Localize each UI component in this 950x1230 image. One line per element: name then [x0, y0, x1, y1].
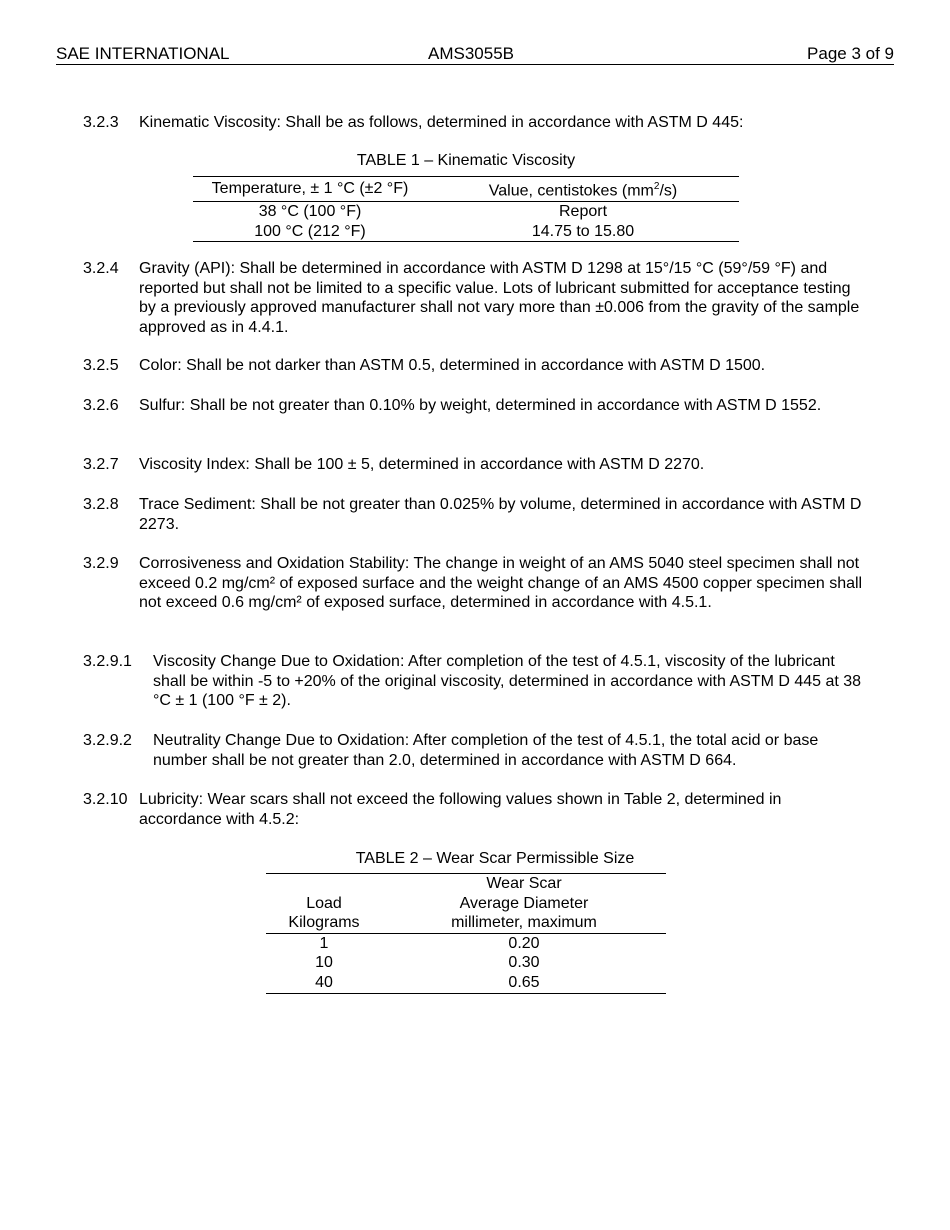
paragraph-3-2-10	[83, 790, 863, 829]
table-2-header-millimeter: millimeter, maximum	[382, 913, 666, 933]
table-cell-scar: 0.20	[508, 934, 540, 952]
table-row	[266, 933, 666, 953]
header-page-number: Page 3 of 9	[807, 44, 894, 63]
table-cell-load: 10	[315, 954, 333, 972]
paragraph-text: Trace Sediment: Shall be not greater than 0.025% by volume, determined in accordance with ASTM D 2273.	[139, 496, 862, 533]
table-cell-temperature: 100 °C (212 °F)	[193, 222, 427, 242]
paragraph-number: 3.2.3	[83, 114, 119, 131]
table-cell-load: 1	[319, 934, 329, 952]
paragraph-3-2-5	[83, 356, 863, 376]
table-row	[266, 973, 666, 993]
page-header	[56, 44, 894, 65]
table-cell-load: 40	[266, 973, 382, 993]
table-1-kinematic-viscosity	[193, 176, 739, 242]
paragraph-3-2-9-1	[83, 652, 863, 711]
table-2-header-load: Load	[306, 894, 342, 912]
paragraph-3-2-6	[83, 396, 863, 416]
header-organization: SAE INTERNATIONAL	[56, 44, 230, 63]
paragraph-text: Color: Shall be not darker than ASTM 0.5, determined in accordance with ASTM D 1500.	[139, 357, 766, 374]
paragraph-3-2-8	[83, 495, 863, 534]
paragraph-3-2-9	[83, 554, 863, 613]
paragraph-text: Neutrality Change Due to Oxidation: After completion of the test of 4.5.1, the total acid or base number shall be not greater than 2.0, determined in accordance with ASTM D 664.	[153, 732, 819, 769]
table-cell-scar: 0.30	[508, 954, 540, 972]
paragraph-text: Gravity (API): Shall be determined in accordance with ASTM D 1298 at 15°/15 °C (59°/59 °F) and reported but shall not be limited to a specific value. Lots of lubricant submitted for acceptance testing by a previously approved manufacturer shall not vary more than ±0.006 from the gravity of the sample approved as in 4.4.1.	[139, 260, 860, 336]
paragraph-number: 3.2.7	[83, 456, 119, 473]
paragraph-3-2-4	[83, 259, 863, 337]
paragraph-text: Kinematic Viscosity: Shall be as follows, determined in accordance with ASTM D 445:	[139, 114, 744, 131]
table-row	[266, 953, 666, 973]
paragraph-text: Viscosity Index: Shall be 100 ± 5, determined in accordance with ASTM D 2270.	[139, 456, 705, 473]
table-2-header-wear-scar: Wear Scar	[382, 874, 666, 894]
paragraph-3-2-7	[83, 455, 863, 475]
table-1-caption: TABLE 1 – Kinematic Viscosity	[356, 152, 576, 169]
table-cell-value: 14.75 to 15.80	[427, 222, 739, 242]
table-row	[193, 222, 739, 242]
paragraph-number: 3.2.5	[83, 357, 119, 374]
table-1-header-temperature: Temperature, ± 1 °C (±2 °F)	[193, 177, 427, 202]
paragraph-number: 3.2.10	[83, 791, 128, 808]
paragraph-number: 3.2.9.1	[83, 653, 132, 670]
table-cell-value: Report	[558, 202, 608, 220]
paragraph-3-2-3	[83, 113, 863, 133]
table-2-header-empty	[266, 874, 382, 894]
paragraph-3-2-9-2	[83, 731, 863, 770]
table-2-header-kilograms: Kilograms	[266, 913, 382, 933]
table-row	[193, 201, 739, 221]
table-1-header-value: Value, centistokes $(mm^2/s)$	[427, 177, 739, 202]
paragraph-text: Sulfur: Shall be not greater than 0.10% by weight, determined in accordance with ASTM D 1552.	[139, 397, 822, 414]
table-2-header-average-diameter: Average Diameter	[459, 894, 589, 912]
table-cell-temperature: 38 °C (100 °F)	[258, 202, 362, 220]
paragraph-text: Viscosity Change Due to Oxidation: After completion of the test of 4.5.1, viscosity of the lubricant shall be within -5 to +20% of the original viscosity, determined in accordance with ASTM D 445 at 38 °C ± 1 (100 °F ± 2).	[153, 653, 862, 710]
paragraph-number: 3.2.9.2	[83, 732, 132, 749]
table-cell-scar: 0.65	[382, 973, 666, 993]
table-2-caption: TABLE 2 – Wear Scar Permissible Size	[355, 850, 635, 867]
paragraph-text: Lubricity: Wear scars shall not exceed the following values shown in Table 2, determined in accordance with 4.5.2:	[139, 791, 782, 828]
table-2-wear-scar	[266, 873, 666, 994]
paragraph-number: 3.2.8	[83, 496, 119, 513]
paragraph-number: 3.2.4	[83, 260, 119, 277]
paragraph-number: 3.2.6	[83, 397, 119, 414]
paragraph-number: 3.2.9	[83, 555, 119, 572]
header-document-number: AMS3055B	[428, 44, 514, 63]
paragraph-text: Corrosiveness and Oxidation Stability: The change in weight of an AMS 5040 steel specimen shall not exceed 0.2 mg/cm² of exposed surface and the weight change of an AMS 4500 copper specimen shall not exceed 0.6 mg/cm² of exposed surface, determined in accordance with 4.5.1.	[139, 555, 863, 612]
